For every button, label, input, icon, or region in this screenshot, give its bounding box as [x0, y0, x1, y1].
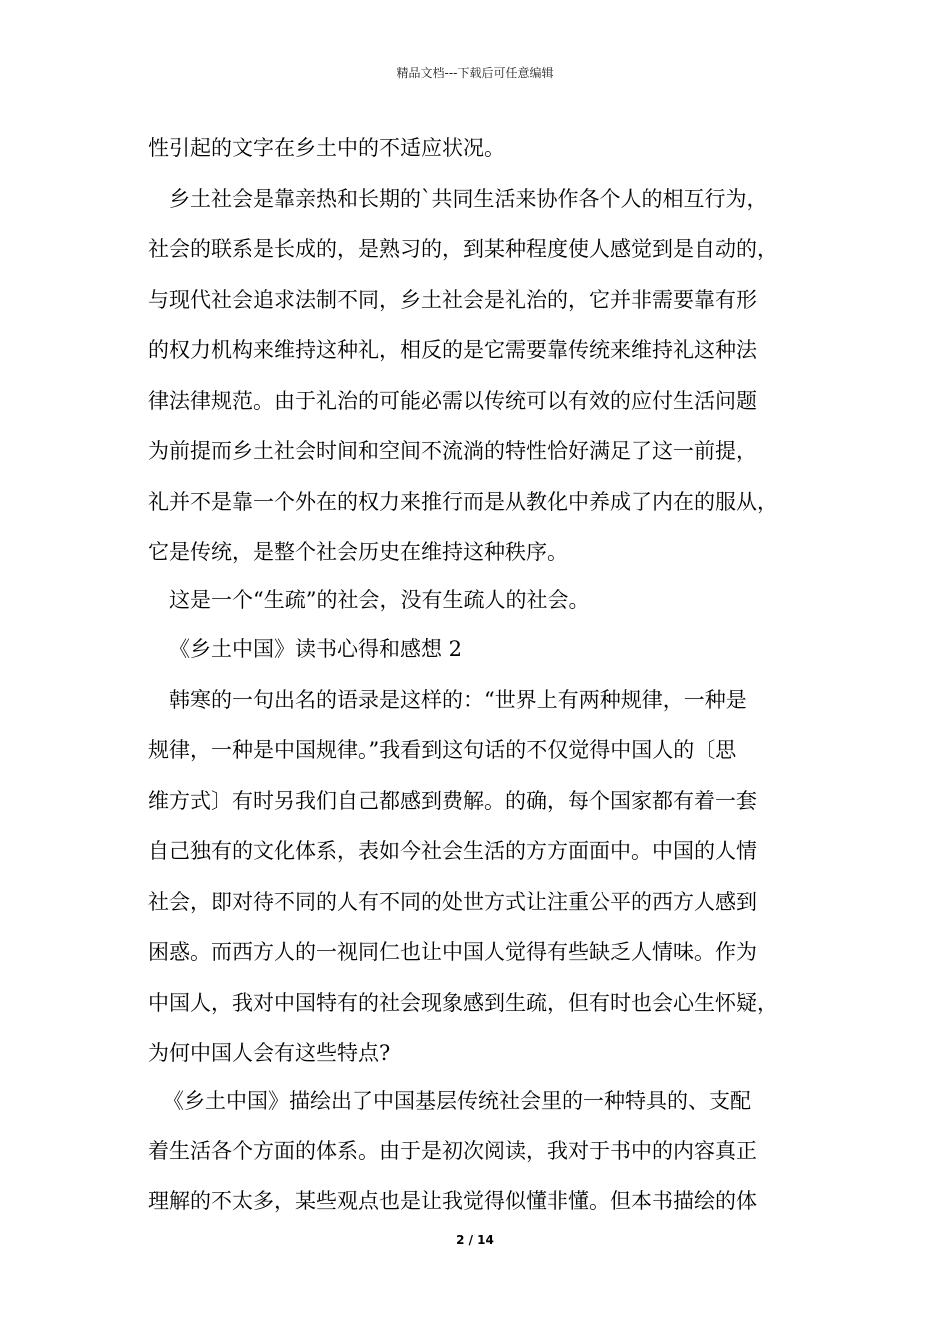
text-line: 律法律规范。由于礼治的可能必需以传统可以有效的应付生活问题 — [148, 389, 757, 413]
text-line: 为何中国人会有这些特点? — [148, 1041, 391, 1065]
text-line: 这是一个“生疏”的社会，没有生疏人的社会。 — [169, 588, 590, 612]
text-line: 礼并不是靠一个外在的权力来推行而是从教化中养成了内在的服从， — [148, 490, 778, 514]
text-line: 性引起的文字在乡土中的不适应状况。 — [148, 136, 505, 160]
text-line: 为前提而乡土社会时间和空间不流淌的特性恰好满足了这一前提， — [148, 439, 757, 463]
section-heading: 《乡土中国》读书心得和感想 2 — [169, 637, 463, 661]
text-line: 社会，即对待不同的人有不同的处世方式让注重公平的西方人感到 — [148, 890, 757, 914]
text-line: 理解的不太多，某些观点也是让我觉得似懂非懂。但本书描绘的体 — [148, 1189, 757, 1213]
text-line: 自己独有的文化体系，表如今社会生活的方方面面中。中国的人情 — [148, 839, 757, 863]
page-header: 精品文档---下载后可任意编辑 — [396, 66, 554, 80]
text-line: 乡土社会是靠亲热和长期的`共同生活来协作各个人的相互行为， — [169, 187, 768, 211]
text-line: 着生活各个方面的体系。由于是初次阅读，我对于书中的内容真正 — [148, 1139, 757, 1163]
text-line: 规律，一种是中国规律。”我看到这句话的不仅觉得中国人的〔思 — [148, 738, 737, 762]
page-number: 2 / 14 — [456, 1233, 494, 1247]
text-line: 与现代社会追求法制不同，乡土社会是礼治的，它并非需要靠有形 — [148, 288, 757, 312]
text-line: 中国人，我对中国特有的社会现象感到生疏，但有时也会心生怀疑， — [148, 991, 778, 1015]
text-line: 韩寒的一句出名的语录是这样的：“世界上有两种规律，一种是 — [169, 688, 747, 712]
text-line: 的权力机构来维持这种礼，相反的是它需要靠传统来维持礼这种法 — [148, 338, 757, 362]
text-line: 《乡土中国》描绘出了中国基层传统社会里的一种特具的、支配 — [163, 1089, 751, 1113]
text-line: 困惑。而西方人的一视同仁也让中国人觉得有些缺乏人情味。作为 — [148, 940, 757, 964]
text-line: 社会的联系是长成的，是熟习的，到某种程度使人感觉到是自动的， — [148, 237, 778, 261]
text-line: 它是传统，是整个社会历史在维持这种秩序。 — [148, 540, 568, 564]
text-line: 维方式〕有时另我们自己都感到费解。的确，每个国家都有着一套 — [148, 789, 757, 813]
